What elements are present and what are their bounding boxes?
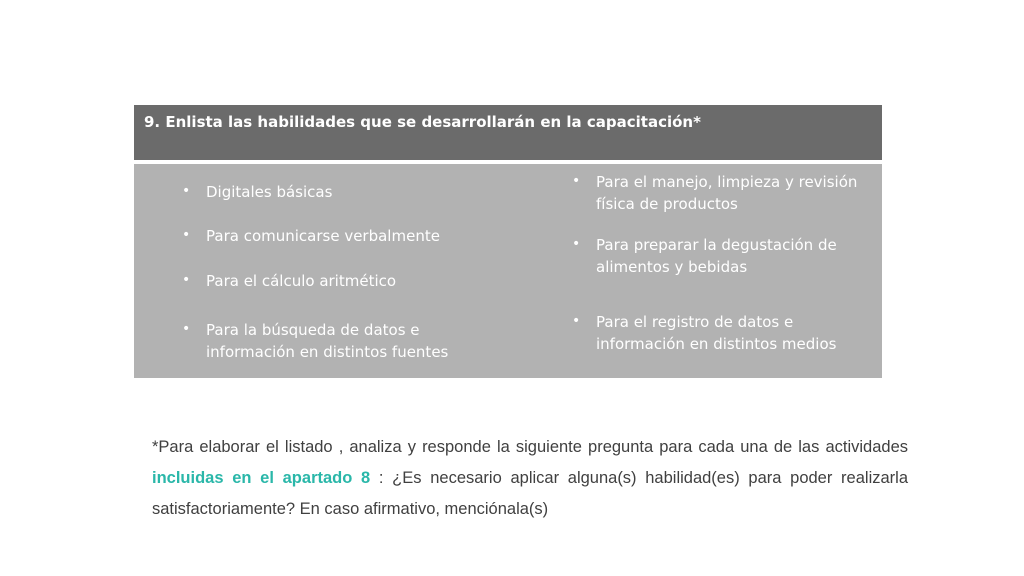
card-header	[134, 105, 882, 162]
bullet-icon: •	[182, 227, 191, 243]
list-item-text: Para la búsqueda de datos e información en distintos fuentes	[206, 321, 449, 361]
list-item-text: Para el manejo, limpieza y revisión física de productos	[596, 173, 858, 213]
footnote-highlight: incluidas en el apartado 8	[152, 469, 371, 487]
list-item-text: Para comunicarse verbalmente	[206, 227, 440, 245]
card-title: 9. Enlista las habilidades que se desarrollarán en la capacitación*	[144, 113, 701, 131]
footnote-text-start: *Para elaborar el listado , analiza y responde la siguiente pregunta para cada una de las actividades	[152, 438, 908, 456]
footnote	[152, 432, 908, 525]
bullet-icon: •	[182, 272, 191, 288]
bullet-icon: •	[182, 183, 191, 199]
bullet-icon: •	[572, 313, 581, 329]
footnote-text-end: : ¿Es necesario aplicar alguna(s) habilidad(es) para poder realizarla satisfactoriamente? En caso afirmativo, menciónala(s)	[152, 469, 908, 518]
list-item	[182, 270, 506, 292]
list-item	[572, 311, 856, 355]
list-item	[182, 181, 506, 203]
list-item	[572, 171, 866, 215]
list-item-text: Para el cálculo aritmético	[206, 272, 397, 290]
list-item	[182, 225, 506, 247]
list-item	[572, 234, 856, 278]
list-item-text: Para preparar la degustación de alimentos y bebidas	[596, 236, 837, 276]
list-item-text: Para el registro de datos e información en distintos medios	[596, 313, 837, 353]
bullet-icon: •	[572, 236, 581, 252]
bullet-icon: •	[572, 173, 581, 189]
list-item-text: Digitales básicas	[206, 183, 333, 201]
list-item	[182, 319, 466, 363]
bullet-icon: •	[182, 321, 191, 337]
